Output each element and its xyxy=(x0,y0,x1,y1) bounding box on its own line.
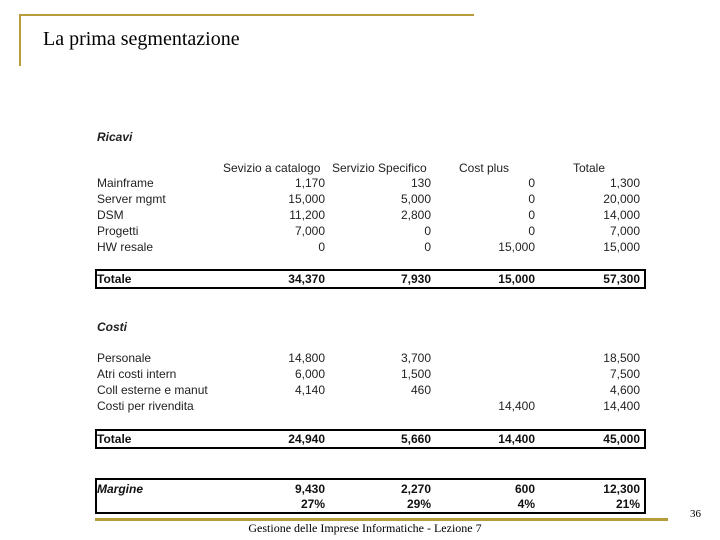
table-row xyxy=(97,192,642,208)
cell: 12,300 xyxy=(603,482,640,496)
cell: 7,930 xyxy=(400,272,431,286)
footer-text: Gestione delle Imprese Informatiche - Lezione 7 xyxy=(248,521,482,535)
col-header: Totale xyxy=(573,161,606,175)
cell: 15,000 xyxy=(603,240,640,254)
table-row xyxy=(97,208,642,224)
row-label: Coll esterne e manut xyxy=(97,383,208,397)
ricavi-total-row xyxy=(97,272,642,288)
margine-percent-row xyxy=(97,497,642,513)
cell: 3,700 xyxy=(400,351,431,365)
cell: 0 xyxy=(528,192,535,206)
cell: 18,500 xyxy=(603,351,640,365)
cell: 20,000 xyxy=(603,192,640,206)
cell: 0 xyxy=(318,240,325,254)
cell: 7,500 xyxy=(609,367,640,381)
table-row xyxy=(97,399,642,415)
cell: 14,400 xyxy=(498,432,535,446)
row-label: Progetti xyxy=(97,224,139,238)
cell: 15,000 xyxy=(498,240,535,254)
cell: 6,000 xyxy=(294,367,325,381)
cell: 14,400 xyxy=(498,399,535,413)
row-label: Totale xyxy=(97,432,132,446)
row-label: Costi per rivendita xyxy=(97,399,194,413)
cell: 7,000 xyxy=(609,224,640,238)
cell: 4,600 xyxy=(609,383,640,397)
table-row xyxy=(97,383,642,399)
cell: 21% xyxy=(615,497,640,511)
column-headers xyxy=(97,161,642,177)
cell: 57,300 xyxy=(603,272,640,286)
row-label: Mainframe xyxy=(97,176,154,190)
cell: 5,660 xyxy=(400,432,431,446)
cell: 34,370 xyxy=(288,272,325,286)
cell: 9,430 xyxy=(294,482,325,496)
slide-title: La prima segmentazione xyxy=(43,28,240,50)
cell: 0 xyxy=(528,208,535,222)
cell: 1,170 xyxy=(294,176,325,190)
cell: 0 xyxy=(424,240,431,254)
margine-row xyxy=(97,482,642,498)
cell: 14,400 xyxy=(603,399,640,413)
cell: 2,270 xyxy=(400,482,431,496)
cell: 0 xyxy=(528,176,535,190)
table-row xyxy=(97,224,642,240)
cell: 5,000 xyxy=(400,192,431,206)
row-label: Totale xyxy=(97,272,132,286)
row-label: Margine xyxy=(97,482,144,496)
cell: 1,300 xyxy=(609,176,640,190)
section-ricavi: Ricavi xyxy=(97,130,133,144)
table-row xyxy=(97,176,642,192)
cell: 130 xyxy=(410,176,431,190)
col-header: Sevizio a catalogo xyxy=(223,161,321,175)
cell: 24,940 xyxy=(288,432,325,446)
cell: 0 xyxy=(528,224,535,238)
costi-total-row xyxy=(97,432,642,448)
cell: 14,000 xyxy=(603,208,640,222)
cell: 15,000 xyxy=(498,272,535,286)
cell: 600 xyxy=(514,482,535,496)
cell: 11,200 xyxy=(289,208,325,222)
row-label: Atri costi intern xyxy=(97,367,177,381)
col-header: Servizio Specifico xyxy=(332,161,427,175)
cell: 460 xyxy=(410,383,431,397)
table-row xyxy=(97,351,642,367)
cell: 4% xyxy=(517,497,535,511)
top-rule xyxy=(20,14,474,16)
row-label: Personale xyxy=(97,351,152,365)
col-header: Cost plus xyxy=(459,161,510,175)
cell: 0 xyxy=(424,224,431,238)
left-rule xyxy=(19,14,21,66)
section-costi: Costi xyxy=(97,320,127,334)
row-label: DSM xyxy=(97,208,124,222)
cell: 45,000 xyxy=(603,432,640,446)
cell: 7,000 xyxy=(294,224,325,238)
page-number: 36 xyxy=(690,508,701,520)
cell: 4,140 xyxy=(294,383,325,397)
cell: 29% xyxy=(406,497,431,511)
cell: 1,500 xyxy=(400,367,431,381)
cell: 14,800 xyxy=(288,351,325,365)
row-label: Server mgmt xyxy=(97,192,166,206)
cell: 2,800 xyxy=(400,208,431,222)
cell: 15,000 xyxy=(288,192,325,206)
table-row xyxy=(97,367,642,383)
table-row xyxy=(97,240,642,256)
row-label: HW resale xyxy=(97,240,154,254)
cell: 27% xyxy=(300,497,325,511)
